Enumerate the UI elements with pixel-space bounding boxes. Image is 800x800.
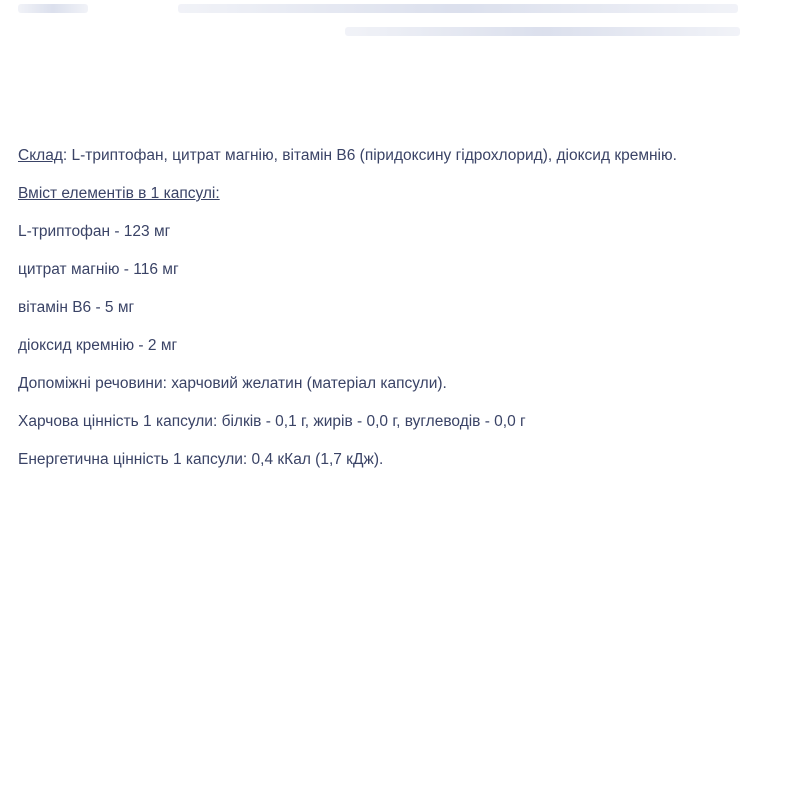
cropped-line-2 xyxy=(345,27,740,36)
energy-line: Енергетична цінність 1 капсули: 0,4 кКал (1,7 кДж). xyxy=(18,451,384,468)
excipients-line: Допоміжні речовини: харчовий желатин (матеріал капсули). xyxy=(18,375,447,392)
composition-text: : L-триптофан, цитрат магнію, вітамін В6 (піридоксину гідрохлорид), діоксид кремнію. xyxy=(62,147,677,164)
cropped-text-fragment xyxy=(0,0,800,45)
product-description xyxy=(18,146,793,488)
composition-line xyxy=(18,146,793,165)
capsule-content-heading: Вміст елементів в 1 капсулі: xyxy=(18,185,220,202)
ingredient-magnesium-citrate: цитрат магнію - 116 мг xyxy=(18,261,179,278)
cropped-line-1 xyxy=(178,4,738,13)
ingredient-tryptophan: L-триптофан - 123 мг xyxy=(18,223,171,240)
cropped-line-3 xyxy=(18,4,88,13)
ingredient-silicon-dioxide: діоксид кремнію - 2 мг xyxy=(18,337,178,354)
composition-label: Склад xyxy=(18,147,63,164)
nutrition-line: Харчова цінність 1 капсули: білків - 0,1 г, жирів - 0,0 г, вуглеводів - 0,0 г xyxy=(18,413,526,430)
ingredient-vitamin-b6: вітамін В6 - 5 мг xyxy=(18,299,135,316)
